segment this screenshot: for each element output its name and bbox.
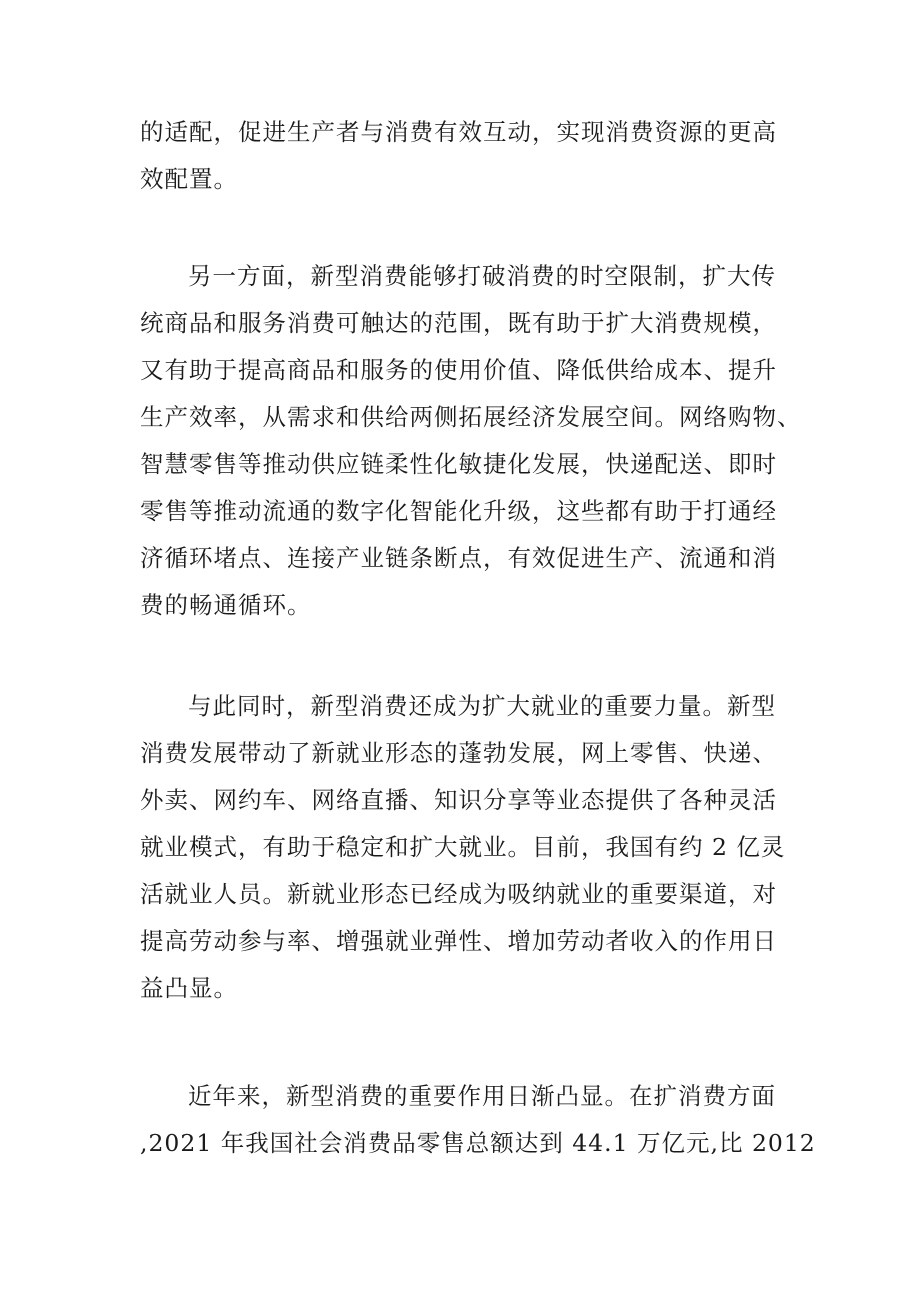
paragraph-2-line-3: 又有助于提高商品和服务的使用价值、降低供给成本、提升	[140, 356, 777, 384]
paragraph-3-line-2: 消费发展带动了新就业形态的蓬勃发展，网上零售、快递、	[140, 739, 777, 767]
paragraph-2	[140, 253, 800, 629]
paragraph-3-line-4: 就业模式，有助于稳定和扩大就业。目前，我国有约 2 亿灵	[140, 833, 786, 861]
paragraph-2-line-5: 智慧零售等推动供应链柔性化敏捷化发展，快递配送、即时	[140, 450, 777, 478]
paragraph-1-line-1: 的适配，促进生产者与消费有效互动，实现消费资源的更高	[140, 118, 777, 146]
paragraph-2-line-7: 济循环堵点、连接产业链条断点，有效促进生产、流通和消	[140, 544, 777, 572]
paragraph-3-line-5: 活就业人员。新就业形态已经成为吸纳就业的重要渠道，对	[140, 880, 777, 908]
paragraph-3-line-1: 与此同时，新型消费还成为扩大就业的重要力量。新型	[188, 692, 776, 720]
paragraph-2-line-1: 另一方面，新型消费能够打破消费的时空限制，扩大传	[188, 262, 776, 290]
paragraph-4-line-2: ,2021 年我国社会消费品零售总额达到 44.1 万亿元,比 2012	[140, 1129, 816, 1157]
paragraph-2-line-8: 费的畅通循环。	[140, 591, 312, 619]
paragraph-4	[140, 1073, 816, 1167]
paragraph-1-line-2: 效配置。	[140, 165, 238, 193]
paragraph-3-line-3: 外卖、网约车、网络直播、知识分享等业态提供了各种灵活	[140, 786, 777, 814]
paragraph-3	[140, 683, 800, 1012]
paragraph-4-line-1: 近年来，新型消费的重要作用日渐凸显。在扩消费方面	[188, 1082, 776, 1110]
paragraph-2-line-6: 零售等推动流通的数字化智能化升级，这些都有助于打通经	[140, 497, 777, 525]
paragraph-2-line-2: 统商品和服务消费可触达的范围，既有助于扩大消费规模，	[140, 309, 777, 337]
paragraph-3-line-6: 提高劳动参与率、增强就业弹性、增加劳动者收入的作用日	[140, 927, 777, 955]
paragraph-3-line-7: 益凸显。	[140, 974, 238, 1002]
paragraph-1	[140, 109, 800, 203]
paragraph-2-line-4: 生产效率，从需求和供给两侧拓展经济发展空间。网络购物、	[140, 403, 802, 431]
